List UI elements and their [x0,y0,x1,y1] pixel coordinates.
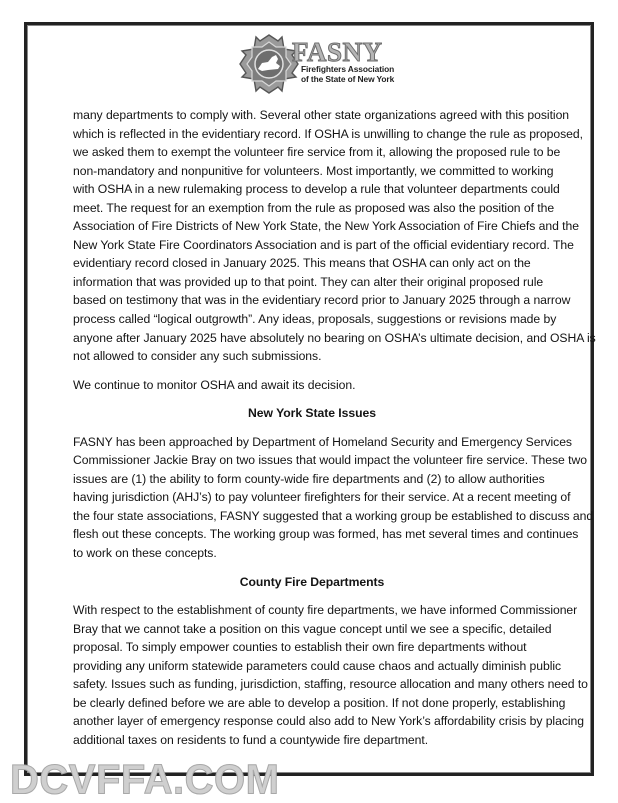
text-line: which is reflected in the evidentiary record. If OSHA is unwilling to change the rule as proposed, [73,126,583,141]
fasny-logo [238,31,408,97]
text-line: not allowed to consider any such submissions. [73,349,322,364]
text-line: additional taxes on residents to fund a countywide fire department. [73,732,429,747]
text-line: anyone after January 2025 have absolutely no bearing on OSHA’s ultimate decision, and OSHA is [73,330,596,345]
text-line: having jurisdiction (AHJ’s) to pay volunteer firefighters for their service. At a recent meeting of [73,490,571,505]
text-line: meet. The request for an exemption from the rule as proposed was also the position of the [73,200,555,215]
paragraph-osha-position [73,106,596,366]
text-line: safety. Issues such as funding, jurisdiction, staffing, resource allocation and many others need to [73,677,588,692]
logo-subtitle [301,65,394,84]
document-body [73,106,596,750]
text-line: to work on these concepts. [73,546,217,561]
text-line: with OSHA in a new rulemaking process to develop a rule that volunteer departments could [73,182,560,197]
section-heading-new-york-state-issues: New York State Issues [248,406,376,421]
section-heading-county-fire-departments: County Fire Departments [239,574,385,589]
text-line: issues are (1) the ability to form county-wide fire departments and (2) to allow authorities [73,471,545,486]
text-line: we asked them to exempt the volunteer fire service from it, allowing the proposed rule to be [73,145,561,160]
text-line: the four state associations, FASNY suggested that a working group be established to discuss and [73,508,594,523]
paragraph-county-fire-departments [73,601,588,749]
text-line: evidentiary record closed in January 2025. This means that OSHA can only act on the [73,256,531,271]
text-line: FASNY has been approached by Department of Homeland Security and Emergency Services [73,434,572,449]
text-line: non-mandatory and nonpunitive for volunteers. Most importantly, we committed to working [73,163,554,178]
text-line: With respect to the establishment of county fire departments, we have informed Commissioner [73,603,578,618]
logo-subtitle-line-2: of the State of New York [301,73,395,84]
paragraph-new-york-state-issues [73,433,594,563]
text-line: proposal. To simply empower counties to establish their own fire departments without [73,640,527,655]
text-line: another layer of emergency response could also add to New York’s affordability crisis by placing [73,714,584,729]
text-line: process called “logical outgrowth”. Any ideas, proposals, suggestions or revisions made by [73,312,557,327]
text-line: based on testimony that was in the evidentiary record prior to January 2025 through a narrow [73,293,571,308]
site-watermark: DCVFFA.COM [10,756,280,803]
text-line: flesh out these concepts. The working group was formed, has met several times and continues [73,527,579,542]
paragraph-monitor-osha: We continue to monitor OSHA and await its decision. [73,377,356,392]
text-line: information that was provided up to that point. They can alter their original proposed rule [73,274,544,289]
logo-subtitle-line-1: Firefighters Association [301,64,395,74]
text-line: Commissioner Jackie Bray on two issues that would impact the volunteer fire service. These two [73,453,587,468]
text-line: be clearly defined before we are able to develop a position. If not done properly, establishing [73,695,566,710]
text-line: many departments to comply with. Several other state organizations agreed with this position [73,108,570,122]
text-line: Association of Fire Districts of New York State, the New York Association of Fire Chiefs and the [73,219,579,234]
text-line: New York State Fire Coordinators Association and is part of the official evidentiary record. The [73,237,574,252]
maltese-cross-with-new-york-state-icon [238,33,300,95]
text-line: Bray that we cannot take a position on this vague concept until we see a specific, detailed [73,621,552,636]
text-line: providing any uniform statewide parameters could cause chaos and actually diminish public [73,658,562,673]
logo-wordmark: FASNY [292,37,383,67]
